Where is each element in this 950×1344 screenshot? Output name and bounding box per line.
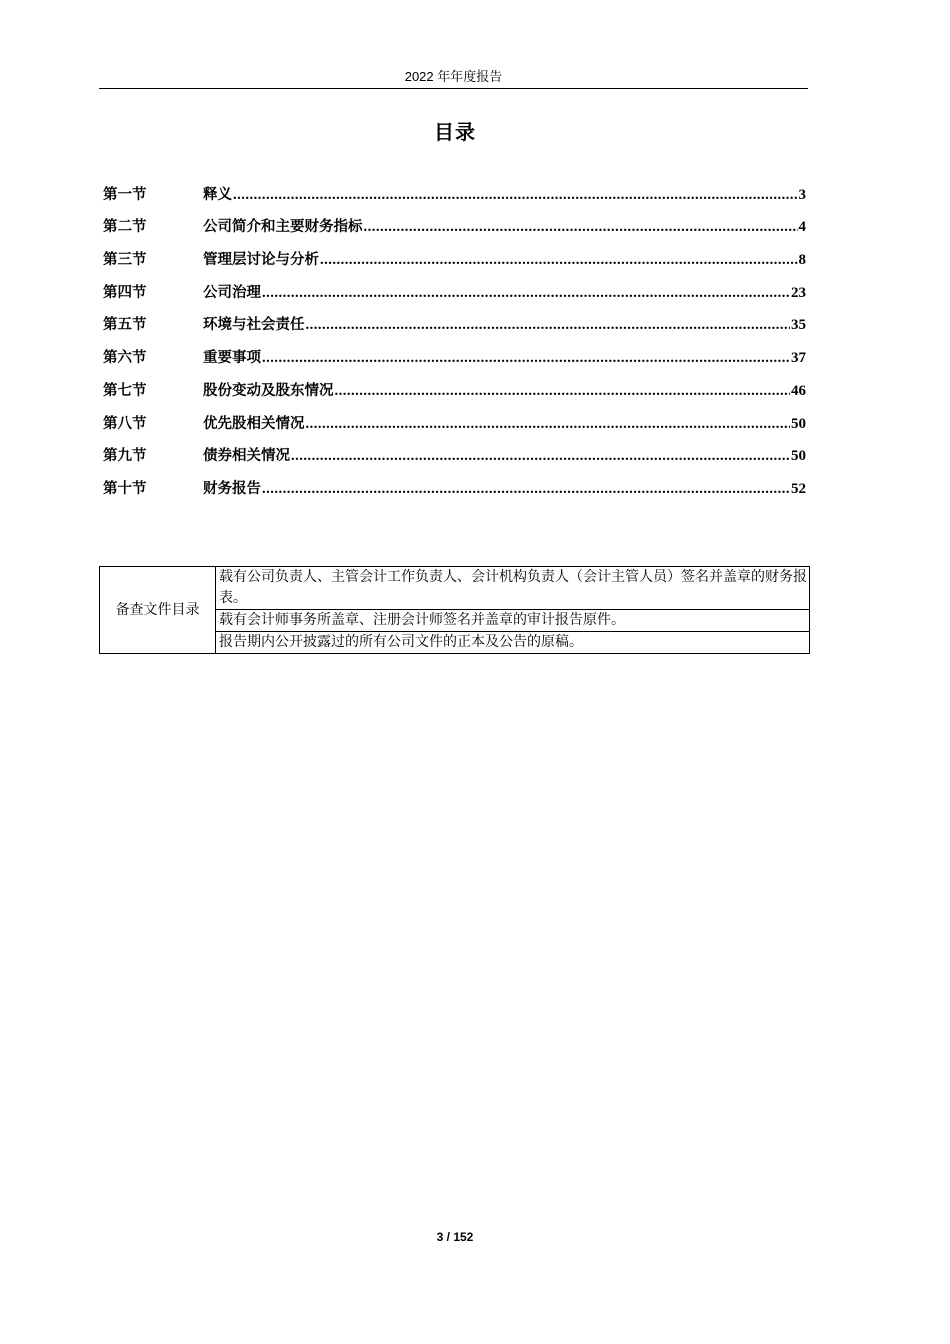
toc-page-number: 50 [791,415,806,432]
toc-section-number: 第五节 [103,317,147,334]
toc-section-title: 优先股相关情况 [203,415,305,432]
toc-leader-dots [291,448,790,465]
toc-leader-dots [262,285,790,302]
toc-section-number: 第十节 [103,480,147,497]
toc-leader-dots [306,416,791,433]
toc-leader-dots [335,383,791,400]
toc-leader-dots [262,350,790,367]
table-of-contents [103,171,806,498]
toc-section-number: 第八节 [103,415,147,432]
reference-docs-label: 备查文件目录 [100,567,216,654]
reference-doc-item: 报告期内公开披露过的所有公司文件的正本及公告的原稿。 [216,632,810,654]
toc-section-title: 公司简介和主要财务指标 [203,219,363,236]
toc-section-title: 环境与社会责任 [203,317,305,334]
toc-entry-1[interactable] [103,171,806,204]
toc-leader-dots [320,252,798,269]
toc-section-number: 第四节 [103,284,147,301]
toc-page-number: 50 [791,448,806,465]
toc-entry-2[interactable] [103,204,806,237]
toc-section-number: 第一节 [103,186,147,203]
reference-doc-item: 载有公司负责人、主管会计工作负责人、会计机构负责人（会计主管人员）签名并盖章的财务报表。 [216,567,810,610]
toc-page-number: 4 [798,219,806,236]
toc-section-number: 第九节 [103,448,147,465]
reference-doc-item: 载有会计师事务所盖章、注册会计师签名并盖章的审计报告原件。 [216,610,810,632]
toc-section-title: 重要事项 [203,350,261,367]
toc-section-number: 第七节 [103,382,147,399]
reference-documents-table [99,566,810,654]
toc-entry-10[interactable] [103,465,806,498]
toc-entry-3[interactable] [103,236,806,269]
toc-page-number: 3 [798,186,806,203]
toc-page-number: 46 [791,382,806,399]
toc-leader-dots [262,481,790,498]
toc-section-title: 管理层讨论与分析 [203,252,319,269]
toc-leader-dots [233,187,798,204]
toc-section-title: 公司治理 [203,284,261,301]
table-row [100,567,810,610]
toc-leader-dots [306,317,791,334]
toc-page-number: 52 [791,480,806,497]
toc-page-number: 8 [798,252,806,269]
toc-section-title: 债券相关情况 [203,448,290,465]
toc-entry-5[interactable] [103,302,806,335]
toc-page-number: 23 [791,284,806,301]
toc-entry-6[interactable] [103,334,806,367]
toc-page-number: 37 [791,350,806,367]
toc-entry-4[interactable] [103,269,806,302]
toc-entry-8[interactable] [103,400,806,433]
page-number-footer: 3 / 152 [436,1230,474,1244]
toc-section-title: 股份变动及股东情况 [203,382,334,399]
toc-page-number: 35 [791,317,806,334]
toc-entry-7[interactable] [103,367,806,400]
page-title: 目录 [434,120,476,144]
toc-entry-9[interactable] [103,433,806,466]
toc-section-number: 第二节 [103,219,147,236]
toc-section-number: 第三节 [103,252,147,269]
toc-leader-dots [364,219,798,236]
toc-section-number: 第六节 [103,350,147,367]
toc-section-title: 释义 [203,186,232,203]
toc-section-title: 财务报告 [203,480,261,497]
page-header: 2022 年年度报告 [99,66,808,89]
